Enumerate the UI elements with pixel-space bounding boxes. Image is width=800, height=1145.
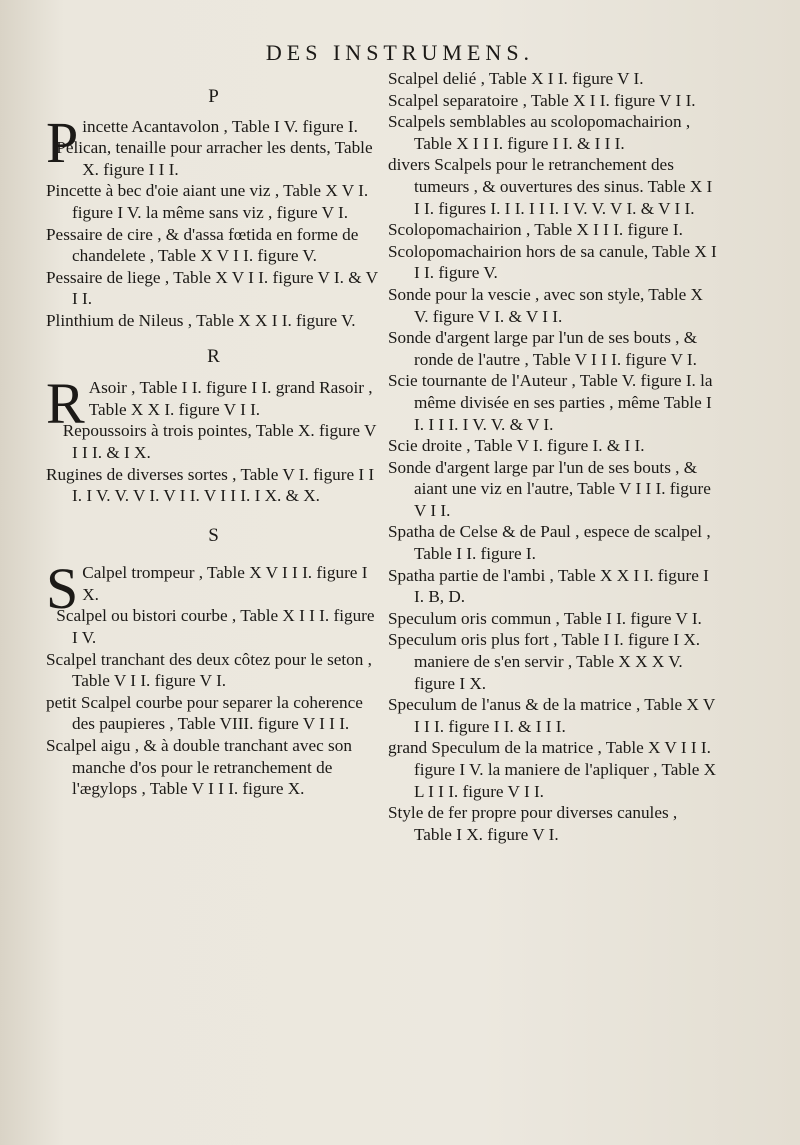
index-entry: Plinthium de Nileus , Table X X I I. figure V.	[46, 310, 356, 330]
index-entry: Speculum oris commun , Table I I. figure V I.	[388, 608, 702, 628]
index-entry: Sonde d'argent large par l'un de ses bouts , & ronde de l'autre , Table V I I I. figure V I.	[388, 328, 698, 369]
section-letter-r: R	[207, 345, 220, 367]
index-entry: Scalpel aigu , & à double tranchant avec son manche d'os pour le retranchement de l'ægylops , Table V I I I. figure X.	[46, 736, 352, 799]
index-entry	[46, 556, 381, 622]
index-entry: Pessaire de cire , & d'assa fœtida en forme de chandelete , Table X V I I. figure V.	[46, 224, 359, 266]
index-entry: Spatha partie de l'ambi , Table X X I I. figure I I. B, D.	[388, 565, 709, 607]
index-entry: Scie tournante de l'Auteur , Table V. figure I. la même divisée en ses parties , même Table I I. I I I. I V. V. & V I.	[388, 371, 713, 434]
index-entry: Pelican, tenaille pour arracher les dents, Table X. figure I I I.	[56, 138, 373, 179]
drop-cap-r: R	[46, 371, 85, 437]
entry-text: incette Acantavolon , Table I V. figure I.	[82, 116, 358, 136]
drop-cap-p: P	[46, 109, 79, 175]
index-entry: Scolopomachairion hors de sa canule, Table X I I I. figure V.	[388, 241, 717, 283]
index-entry: Repoussoirs à trois pointes, Table X. figure V I I I. & I X.	[62, 421, 377, 462]
index-entry: Scalpel tranchant des deux côtez pour le seton , Table V I I. figure V I.	[46, 649, 372, 691]
section-letter-s: S	[208, 524, 219, 546]
index-entry: Sonde pour la vescie , avec son style, Table X V. figure V I. & V I I.	[388, 284, 703, 326]
index-entry: Sonde d'argent large par l'un de ses bouts , & aiant une viz en l'autre, Table V I I I. figure V I I.	[388, 457, 711, 520]
index-entry: petit Scalpel courbe pour separer la coherence des paupieres , Table VIII. figure V I I I.	[46, 692, 363, 734]
index-entry: Pessaire de liege , Table X V I I. figure V I. & V I I.	[46, 267, 378, 309]
index-entry	[46, 371, 381, 437]
index-entry: Scalpels semblables au scolopomachairion , Table X I I I. figure I I. & I I I.	[388, 112, 691, 153]
index-entry: Scalpel separatoire , Table X I I. figure V I I.	[388, 90, 696, 110]
running-head: DES INSTRUMENS.	[265, 40, 535, 65]
index-entry: Scalpel delié , Table X I I. figure V I.	[388, 69, 644, 88]
index-entry: Scalpel ou bistori courbe , Table X I I I. figure I V.	[56, 606, 375, 648]
index-entry: Spatha de Celse & de Paul , espece de scalpel , Table I I. figure I.	[388, 522, 711, 564]
left-column	[46, 68, 381, 800]
entry-text: Calpel trompeur , Table X V I I I. figure I X.	[82, 563, 368, 604]
index-entry: Speculum de l'anus & de la matrice , Table X V I I I. figure I I. & I I I.	[388, 695, 715, 736]
entry-text: Asoir , Table I I. figure I I. grand Rasoir , Table X X I. figure V I I.	[88, 378, 373, 419]
index-entry: Scie droite , Table V I. figure I. & I I.	[388, 436, 645, 456]
section-letter-p: P	[208, 86, 219, 107]
drop-cap-s: S	[46, 556, 79, 622]
right-column	[388, 68, 718, 845]
index-entry: Rugines de diverses sortes , Table V I. figure I I I. I V. V. V I. V I I. V I I I. I X. & X.	[46, 464, 375, 506]
index-entry: Style de fer propre pour diverses canules , Table I X. figure V I.	[388, 803, 678, 844]
index-entry: grand Speculum de la matrice , Table X V I I I. figure I V. la maniere de l'apliquer , Table X L I I I. figure V I I.	[388, 738, 717, 801]
index-entry: divers Scalpels pour le retranchement des tumeurs , & ouvertures des sinus. Table X I I I. figures I. I I. I I I. I V. V. V I. & V I I.	[388, 155, 713, 218]
index-entry: Scolopomachairion , Table X I I I. figure I.	[388, 220, 683, 240]
index-entry: Speculum oris plus fort , Table I I. figure I X. maniere de s'en servir , Table X X X V. figure I X.	[388, 630, 701, 693]
index-entry: Pincette à bec d'oie aiant une viz , Table X V I. figure I V. la même sans viz , figure V I.	[46, 181, 369, 222]
